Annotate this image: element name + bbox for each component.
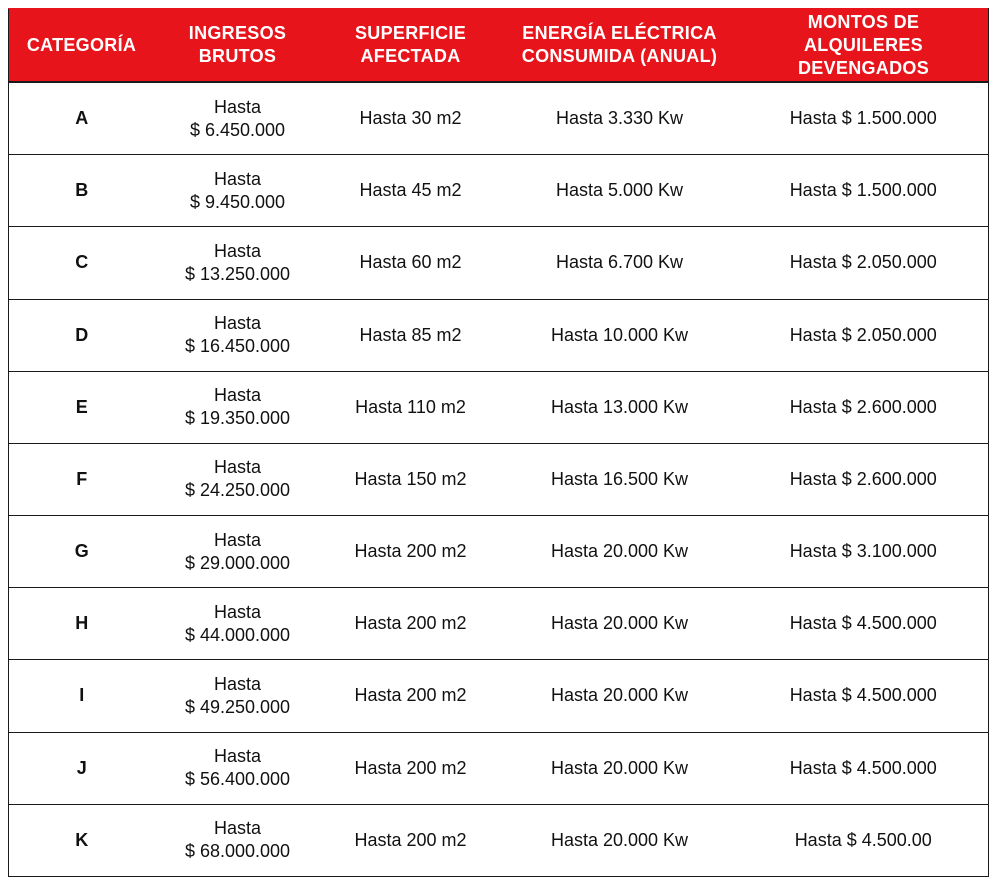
- cell-ingresos-line-2: $ 19.350.000: [184, 408, 291, 429]
- cell-categoria: C: [9, 227, 155, 299]
- table-row: [9, 227, 989, 299]
- cell-superficie: Hasta 110 m2: [321, 371, 501, 443]
- cell-energia: Hasta 6.700 Kw: [501, 227, 739, 299]
- cell-alquileres: Hasta $ 1.500.000: [739, 82, 989, 155]
- cell-categoria: B: [9, 155, 155, 227]
- cell-energia: Hasta 20.000 Kw: [501, 804, 739, 876]
- cell-ingresos-line-1: Hasta: [213, 240, 262, 261]
- cell-superficie: Hasta 200 m2: [321, 732, 501, 804]
- cell-alquileres: Hasta $ 4.500.00: [739, 804, 989, 876]
- cell-superficie: Hasta 30 m2: [321, 82, 501, 155]
- table-row: [9, 371, 989, 443]
- cell-ingresos: [155, 443, 321, 515]
- cell-alquileres: Hasta $ 2.600.000: [739, 443, 989, 515]
- cell-categoria: J: [9, 732, 155, 804]
- cell-ingresos: [155, 804, 321, 876]
- cell-ingresos: [155, 588, 321, 660]
- cell-ingresos: [155, 371, 321, 443]
- table-row: [9, 804, 989, 876]
- cell-alquileres: Hasta $ 2.600.000: [739, 371, 989, 443]
- cell-energia: Hasta 20.000 Kw: [501, 516, 739, 588]
- cell-alquileres: Hasta $ 3.100.000: [739, 516, 989, 588]
- cell-energia: Hasta 13.000 Kw: [501, 371, 739, 443]
- cell-ingresos: [155, 299, 321, 371]
- cell-ingresos-line-2: $ 49.250.000: [184, 696, 291, 717]
- cell-ingresos-line-1: Hasta: [213, 818, 262, 839]
- cell-categoria: H: [9, 588, 155, 660]
- header-alquileres-line-3: DEVENGADOS: [797, 57, 930, 78]
- header-superficie: [321, 9, 501, 83]
- cell-categoria: A: [9, 82, 155, 155]
- header-row: [9, 9, 989, 83]
- cell-categoria: F: [9, 443, 155, 515]
- cell-alquileres: Hasta $ 4.500.000: [739, 588, 989, 660]
- header-ingresos-line-2: BRUTOS: [198, 46, 277, 66]
- table-row: [9, 732, 989, 804]
- cell-ingresos-line-2: $ 24.250.000: [184, 480, 291, 501]
- cell-ingresos-line-2: $ 44.000.000: [184, 624, 291, 645]
- cell-superficie: Hasta 200 m2: [321, 660, 501, 732]
- categories-table-container: [8, 8, 988, 877]
- header-energia: [501, 9, 739, 83]
- cell-ingresos-line-1: Hasta: [213, 673, 262, 694]
- cell-ingresos: [155, 516, 321, 588]
- header-energia-line-1: ENERGÍA ELÉCTRICA: [522, 23, 717, 43]
- cell-superficie: Hasta 150 m2: [321, 443, 501, 515]
- cell-ingresos: [155, 227, 321, 299]
- header-alquileres-line-1: MONTOS DE: [807, 11, 920, 32]
- cell-ingresos-line-2: $ 9.450.000: [189, 191, 286, 212]
- table-header: [9, 9, 989, 83]
- cell-energia: Hasta 16.500 Kw: [501, 443, 739, 515]
- cell-alquileres: Hasta $ 2.050.000: [739, 227, 989, 299]
- table-row: [9, 516, 989, 588]
- table-row: [9, 443, 989, 515]
- cell-energia: Hasta 5.000 Kw: [501, 155, 739, 227]
- cell-energia: Hasta 3.330 Kw: [501, 82, 739, 155]
- cell-categoria: K: [9, 804, 155, 876]
- table-row: [9, 660, 989, 732]
- table-row: [9, 588, 989, 660]
- table-body: [9, 82, 989, 877]
- cell-ingresos-line-1: Hasta: [213, 529, 262, 550]
- header-energia-line-2: CONSUMIDA (ANUAL): [521, 46, 718, 66]
- table-row: [9, 155, 989, 227]
- cell-ingresos: [155, 82, 321, 155]
- cell-categoria: G: [9, 516, 155, 588]
- header-alquileres: [739, 9, 989, 83]
- cell-energia: Hasta 20.000 Kw: [501, 660, 739, 732]
- cell-categoria: E: [9, 371, 155, 443]
- cell-ingresos-line-1: Hasta: [213, 457, 262, 478]
- cell-categoria: D: [9, 299, 155, 371]
- cell-superficie: Hasta 200 m2: [321, 804, 501, 876]
- cell-ingresos-line-2: $ 56.400.000: [184, 769, 291, 790]
- header-categoria-label: CATEGORÍA: [26, 34, 137, 55]
- cell-ingresos-line-1: Hasta: [213, 385, 262, 406]
- cell-superficie: Hasta 200 m2: [321, 516, 501, 588]
- cell-ingresos: [155, 155, 321, 227]
- header-alquileres-line-2: ALQUILERES: [803, 34, 923, 55]
- cell-ingresos: [155, 732, 321, 804]
- cell-ingresos-line-1: Hasta: [213, 601, 262, 622]
- cell-ingresos-line-2: $ 6.450.000: [189, 119, 286, 140]
- cell-ingresos-line-1: Hasta: [213, 96, 262, 117]
- cell-energia: Hasta 20.000 Kw: [501, 588, 739, 660]
- header-superficie-line-2: AFECTADA: [360, 46, 461, 66]
- cell-ingresos-line-1: Hasta: [213, 168, 262, 189]
- cell-alquileres: Hasta $ 2.050.000: [739, 299, 989, 371]
- cell-superficie: Hasta 60 m2: [321, 227, 501, 299]
- cell-energia: Hasta 20.000 Kw: [501, 732, 739, 804]
- cell-ingresos-line-2: $ 29.000.000: [184, 552, 291, 573]
- header-ingresos: [155, 9, 321, 83]
- cell-superficie: Hasta 200 m2: [321, 588, 501, 660]
- cell-alquileres: Hasta $ 4.500.000: [739, 732, 989, 804]
- categories-table: [8, 8, 989, 877]
- cell-ingresos-line-2: $ 13.250.000: [184, 263, 291, 284]
- table-row: [9, 82, 989, 155]
- cell-ingresos-line-1: Hasta: [213, 313, 262, 334]
- cell-alquileres: Hasta $ 1.500.000: [739, 155, 989, 227]
- header-ingresos-line-1: INGRESOS: [188, 23, 287, 43]
- cell-energia: Hasta 10.000 Kw: [501, 299, 739, 371]
- cell-ingresos-line-2: $ 68.000.000: [184, 841, 291, 862]
- cell-ingresos-line-2: $ 16.450.000: [184, 336, 291, 357]
- table-row: [9, 299, 989, 371]
- cell-ingresos-line-1: Hasta: [213, 746, 262, 767]
- cell-alquileres: Hasta $ 4.500.000: [739, 660, 989, 732]
- cell-superficie: Hasta 45 m2: [321, 155, 501, 227]
- cell-categoria: I: [9, 660, 155, 732]
- cell-ingresos: [155, 660, 321, 732]
- header-categoria: [9, 9, 155, 83]
- header-superficie-line-1: SUPERFICIE: [354, 23, 467, 43]
- cell-superficie: Hasta 85 m2: [321, 299, 501, 371]
